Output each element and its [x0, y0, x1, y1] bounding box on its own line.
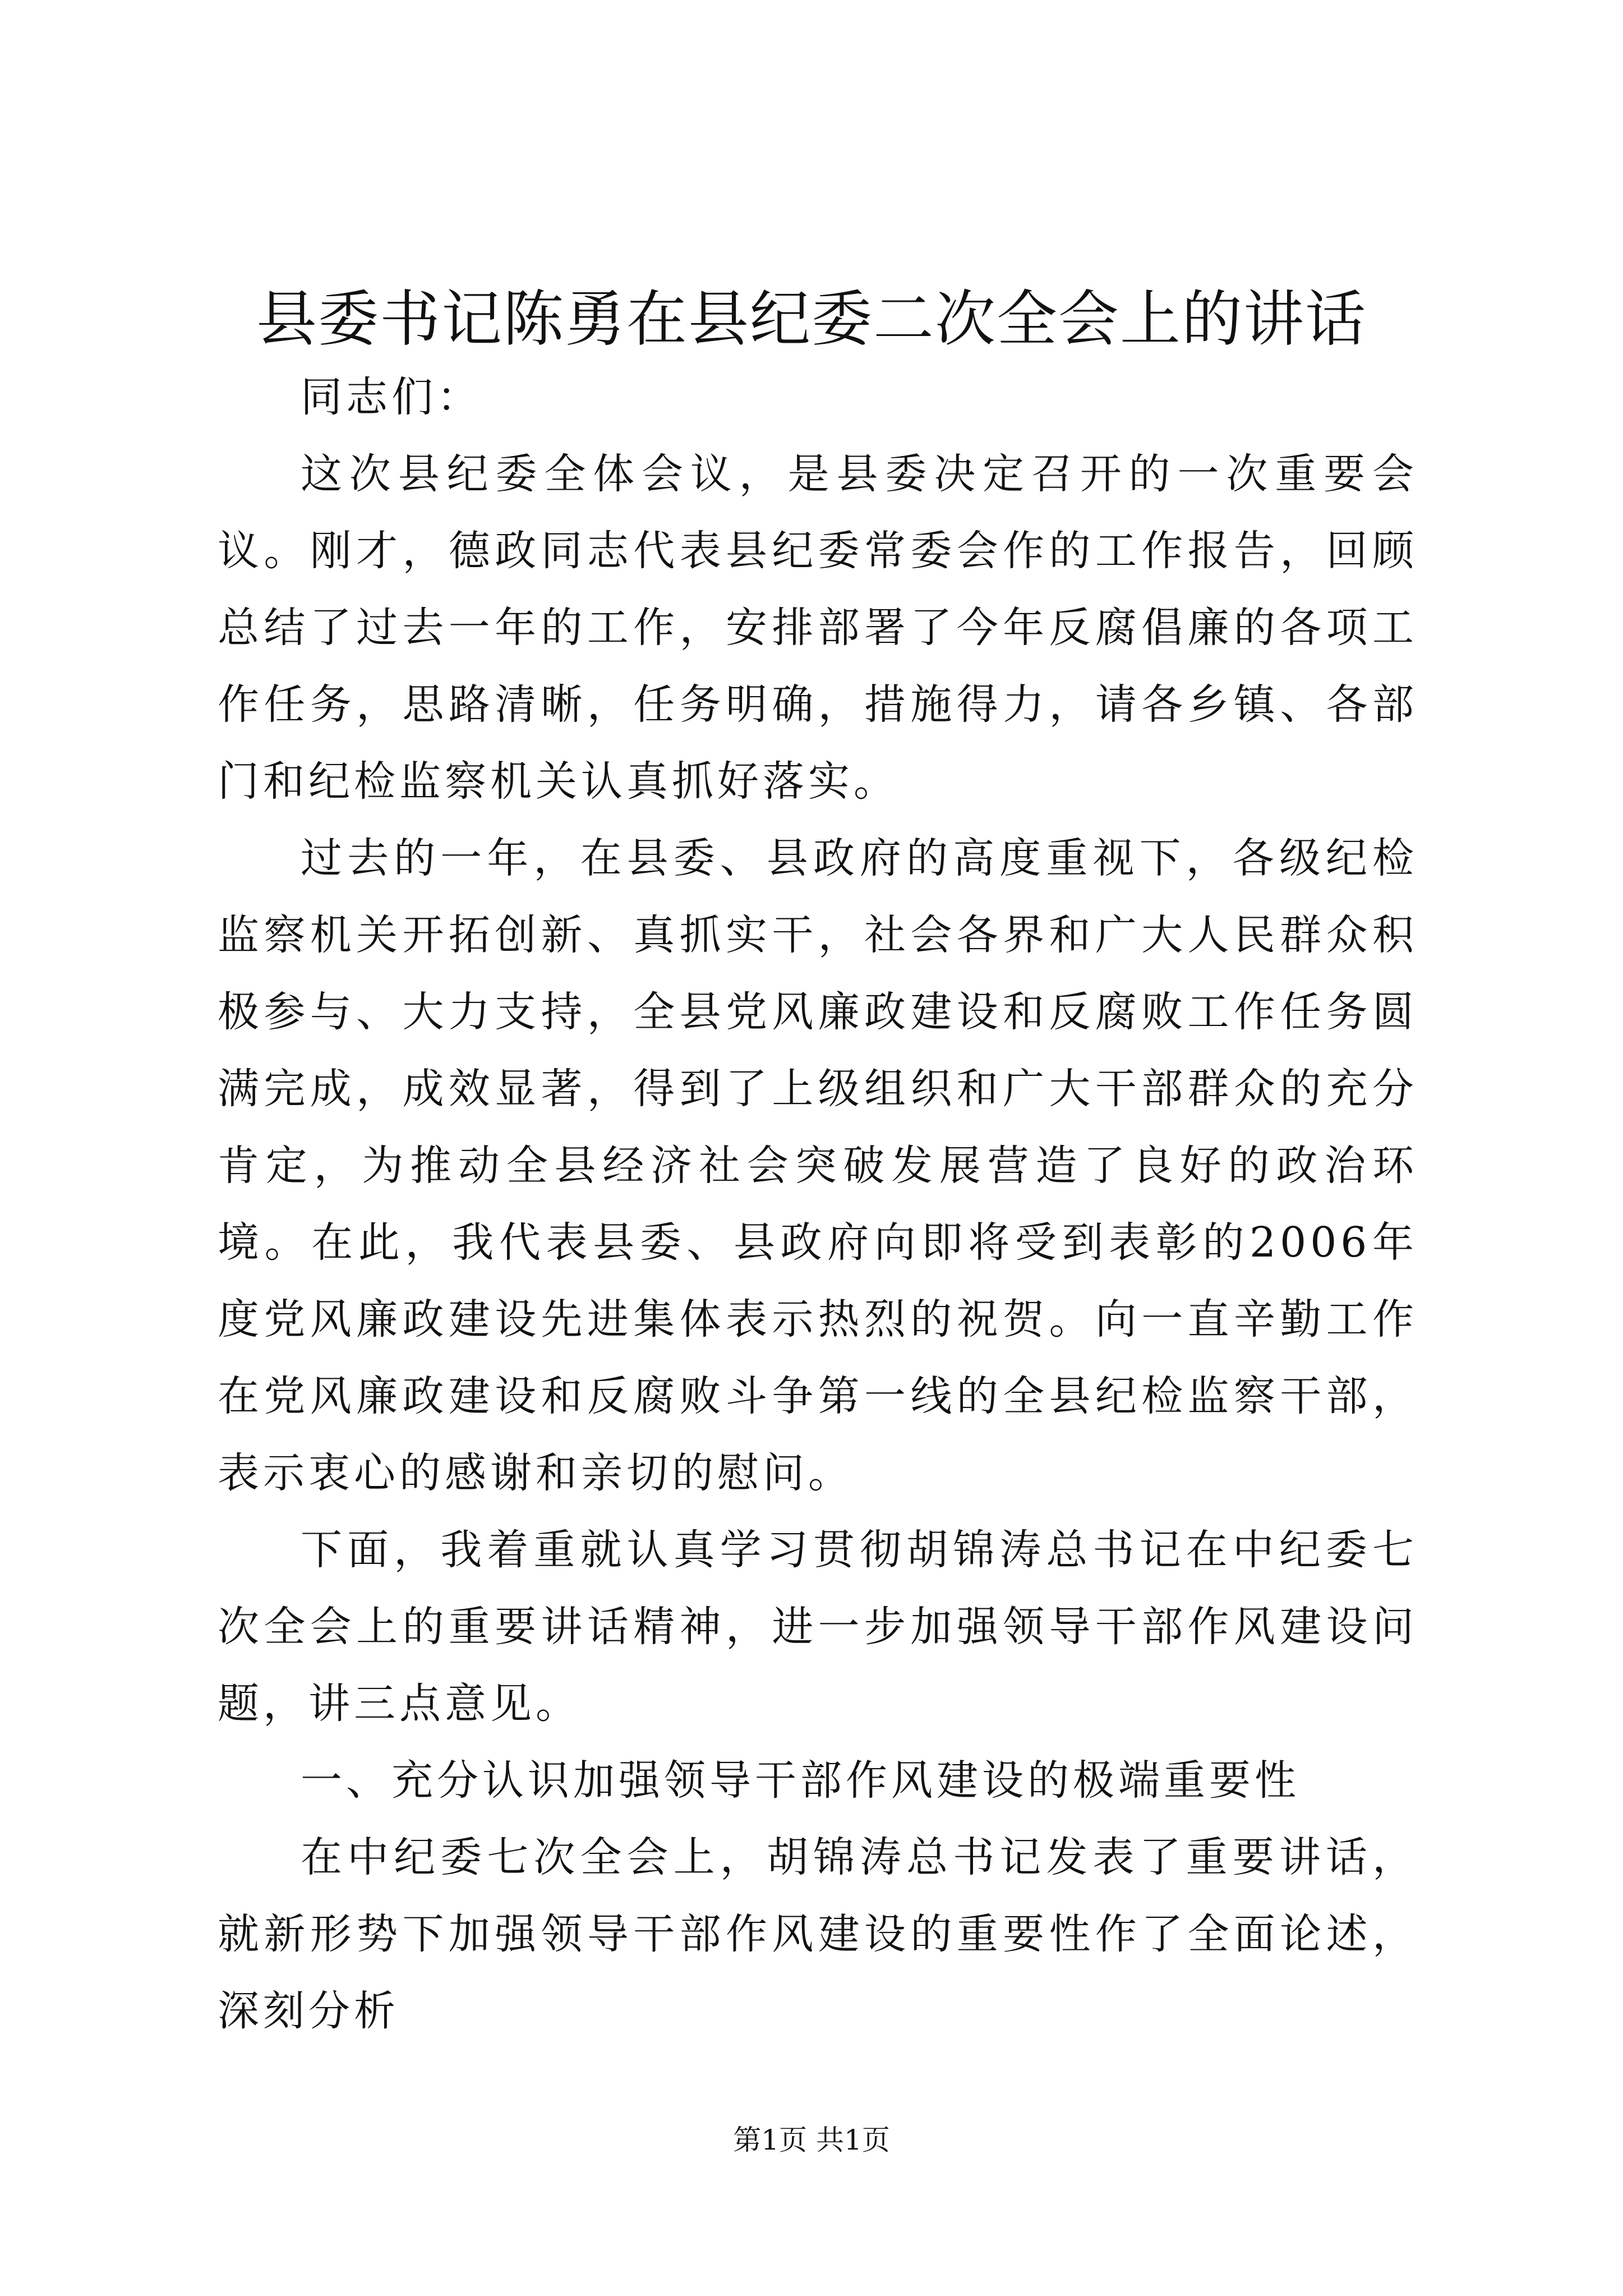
paragraph: 下面，我着重就认真学习贯彻胡锦涛总书记在中纪委七次全会上的重要讲话精神，进一步加强领导干部作风建设问题，讲三点意见。 [218, 1526, 1418, 1728]
section-heading: 一、充分认识加强领导干部作风建设的极端重要性 [301, 1756, 1300, 1805]
document-title: 县委书记陈勇在县纪委二次全会上的讲话 [256, 284, 1367, 355]
paragraph: 这次县纪委全体会议，是县委决定召开的一次重要会议。刚才，德政同志代表县纪委常委会作的工作报告，回顾总结了过去一年的工作，安排部署了今年反腐倡廉的各项工作任务，思路清晰，任务明确，措施得力，请各乡镇、各部门和纪检监察机关认真抓好落实。 [218, 450, 1418, 806]
paragraph: 在中纪委七次全会上，胡锦涛总书记发表了重要讲话，就新形势下加强领导干部作风建设的重要性作了全面论述，深刻分析 [218, 1833, 1418, 2035]
page-footer: 第1页 共1页 [733, 2124, 890, 2156]
paragraph: 过去的一年，在县委、县政府的高度重视下，各级纪检监察机关开拓创新、真抓实干，社会各界和广大人民群众积极参与、大力支持，全县党风廉政建设和反腐败工作任务圆满完成，成效显著，得到了上级组织和广大干部群众的充分肯定，为推动全县经济社会突破发展营造了良好的政治环境。在此，我代表县委、县政府向即将受到表彰的2006年度党风廉政建设先进集体表示热烈的祝贺。向一直辛勤工作在党风廉政建设和反腐败斗争第一线的全县纪检监察干部，表示衷心的感谢和亲切的慰问。 [218, 834, 1418, 1497]
salutation: 同志们： [301, 373, 482, 421]
document-body [218, 359, 1418, 2050]
